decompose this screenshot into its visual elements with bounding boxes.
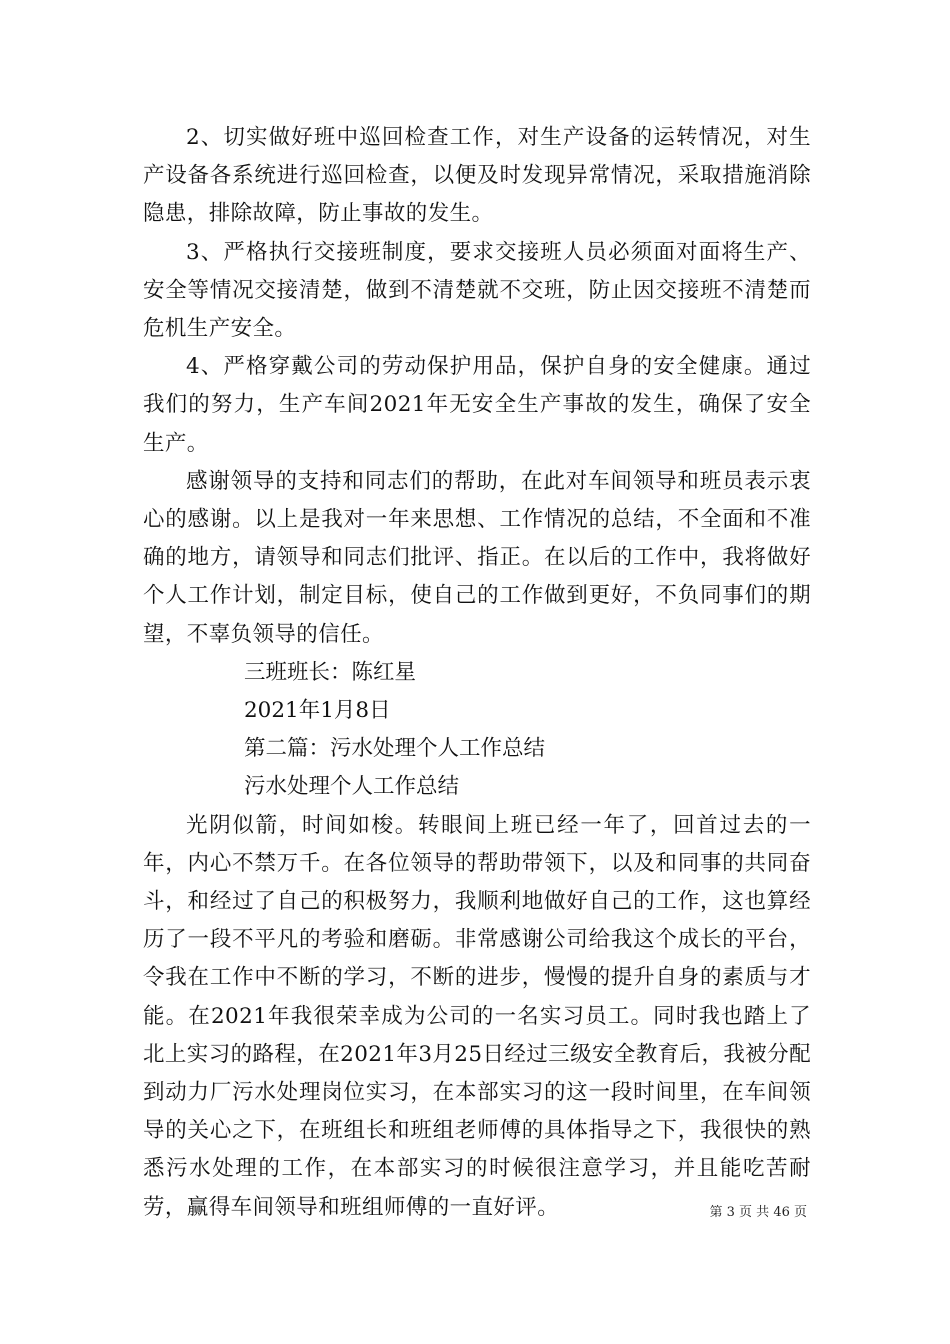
section-heading: 第二篇：污水处理个人工作总结 <box>244 736 546 762</box>
page-number: 第 3 页 共 46 页 <box>709 1205 807 1220</box>
paragraph-summary-body: 光阴似箭，时间如梭。转眼间上班已经一年了，回首过去的一年，内心不禁万千。在各位领导的帮助带领下，以及和同事的共同奋斗，和经过了自己的积极努力，我顺利地做好自己的工作，这也算经历了一段不平凡的考验和磨砺。非常感谢公司给我这个成长的平台，令我在工作中不断的学习，不断的进步，慢慢的提升自身的素质与才能。在2021年我很荣幸成为公司的一名实习员工。同时我也踏上了北上实习的路程，在2021年3月25日经过三级安全教育后，我被分配到动力厂污水处理岗位实习，在本部实习的这一段时间里，在车间领导的关心之下，在班组长和班组老师傅的具体指导之下，我很快的熟悉污水处理的工作，在本部实习的时候很注意学习，并且能吃苦耐劳，赢得车间领导和班组师傅的一直好评。 <box>143 812 811 1220</box>
signature: 三班班长：陈红星 <box>244 659 417 685</box>
paragraph-protective-gear: 4、严格穿戴公司的劳动保护用品，保护自身的安全健康。通过我们的努力，生产车间2021年无安全生产事故的发生，确保了安全生产。 <box>143 354 811 456</box>
date: 2021年1月8日 <box>244 698 391 724</box>
paragraph-thanks: 感谢领导的支持和同志们的帮助，在此对车间领导和班员表示衷心的感谢。以上是我对一年来思想、工作情况的总结，不全面和不准确的地方，请领导和同志们批评、指正。在以后的工作中，我将做好个人工作计划，制定目标，使自己的工作做到更好，不负同事们的期望，不辜负领导的信任。 <box>143 468 811 647</box>
paragraph-inspection: 2、切实做好班中巡回检查工作，对生产设备的运转情况，对生产设备各系统进行巡回检查，以便及时发现异常情况，采取措施消除隐患，排除故障，防止事故的发生。 <box>143 125 811 227</box>
section-title: 污水处理个人工作总结 <box>244 774 460 800</box>
paragraph-shift-handover: 3、严格执行交接班制度，要求交接班人员必须面对面将生产、安全等情况交接清楚，做到不清楚就不交班，防止因交接班不清楚而危机生产安全。 <box>143 239 811 342</box>
document-page <box>143 119 811 1227</box>
